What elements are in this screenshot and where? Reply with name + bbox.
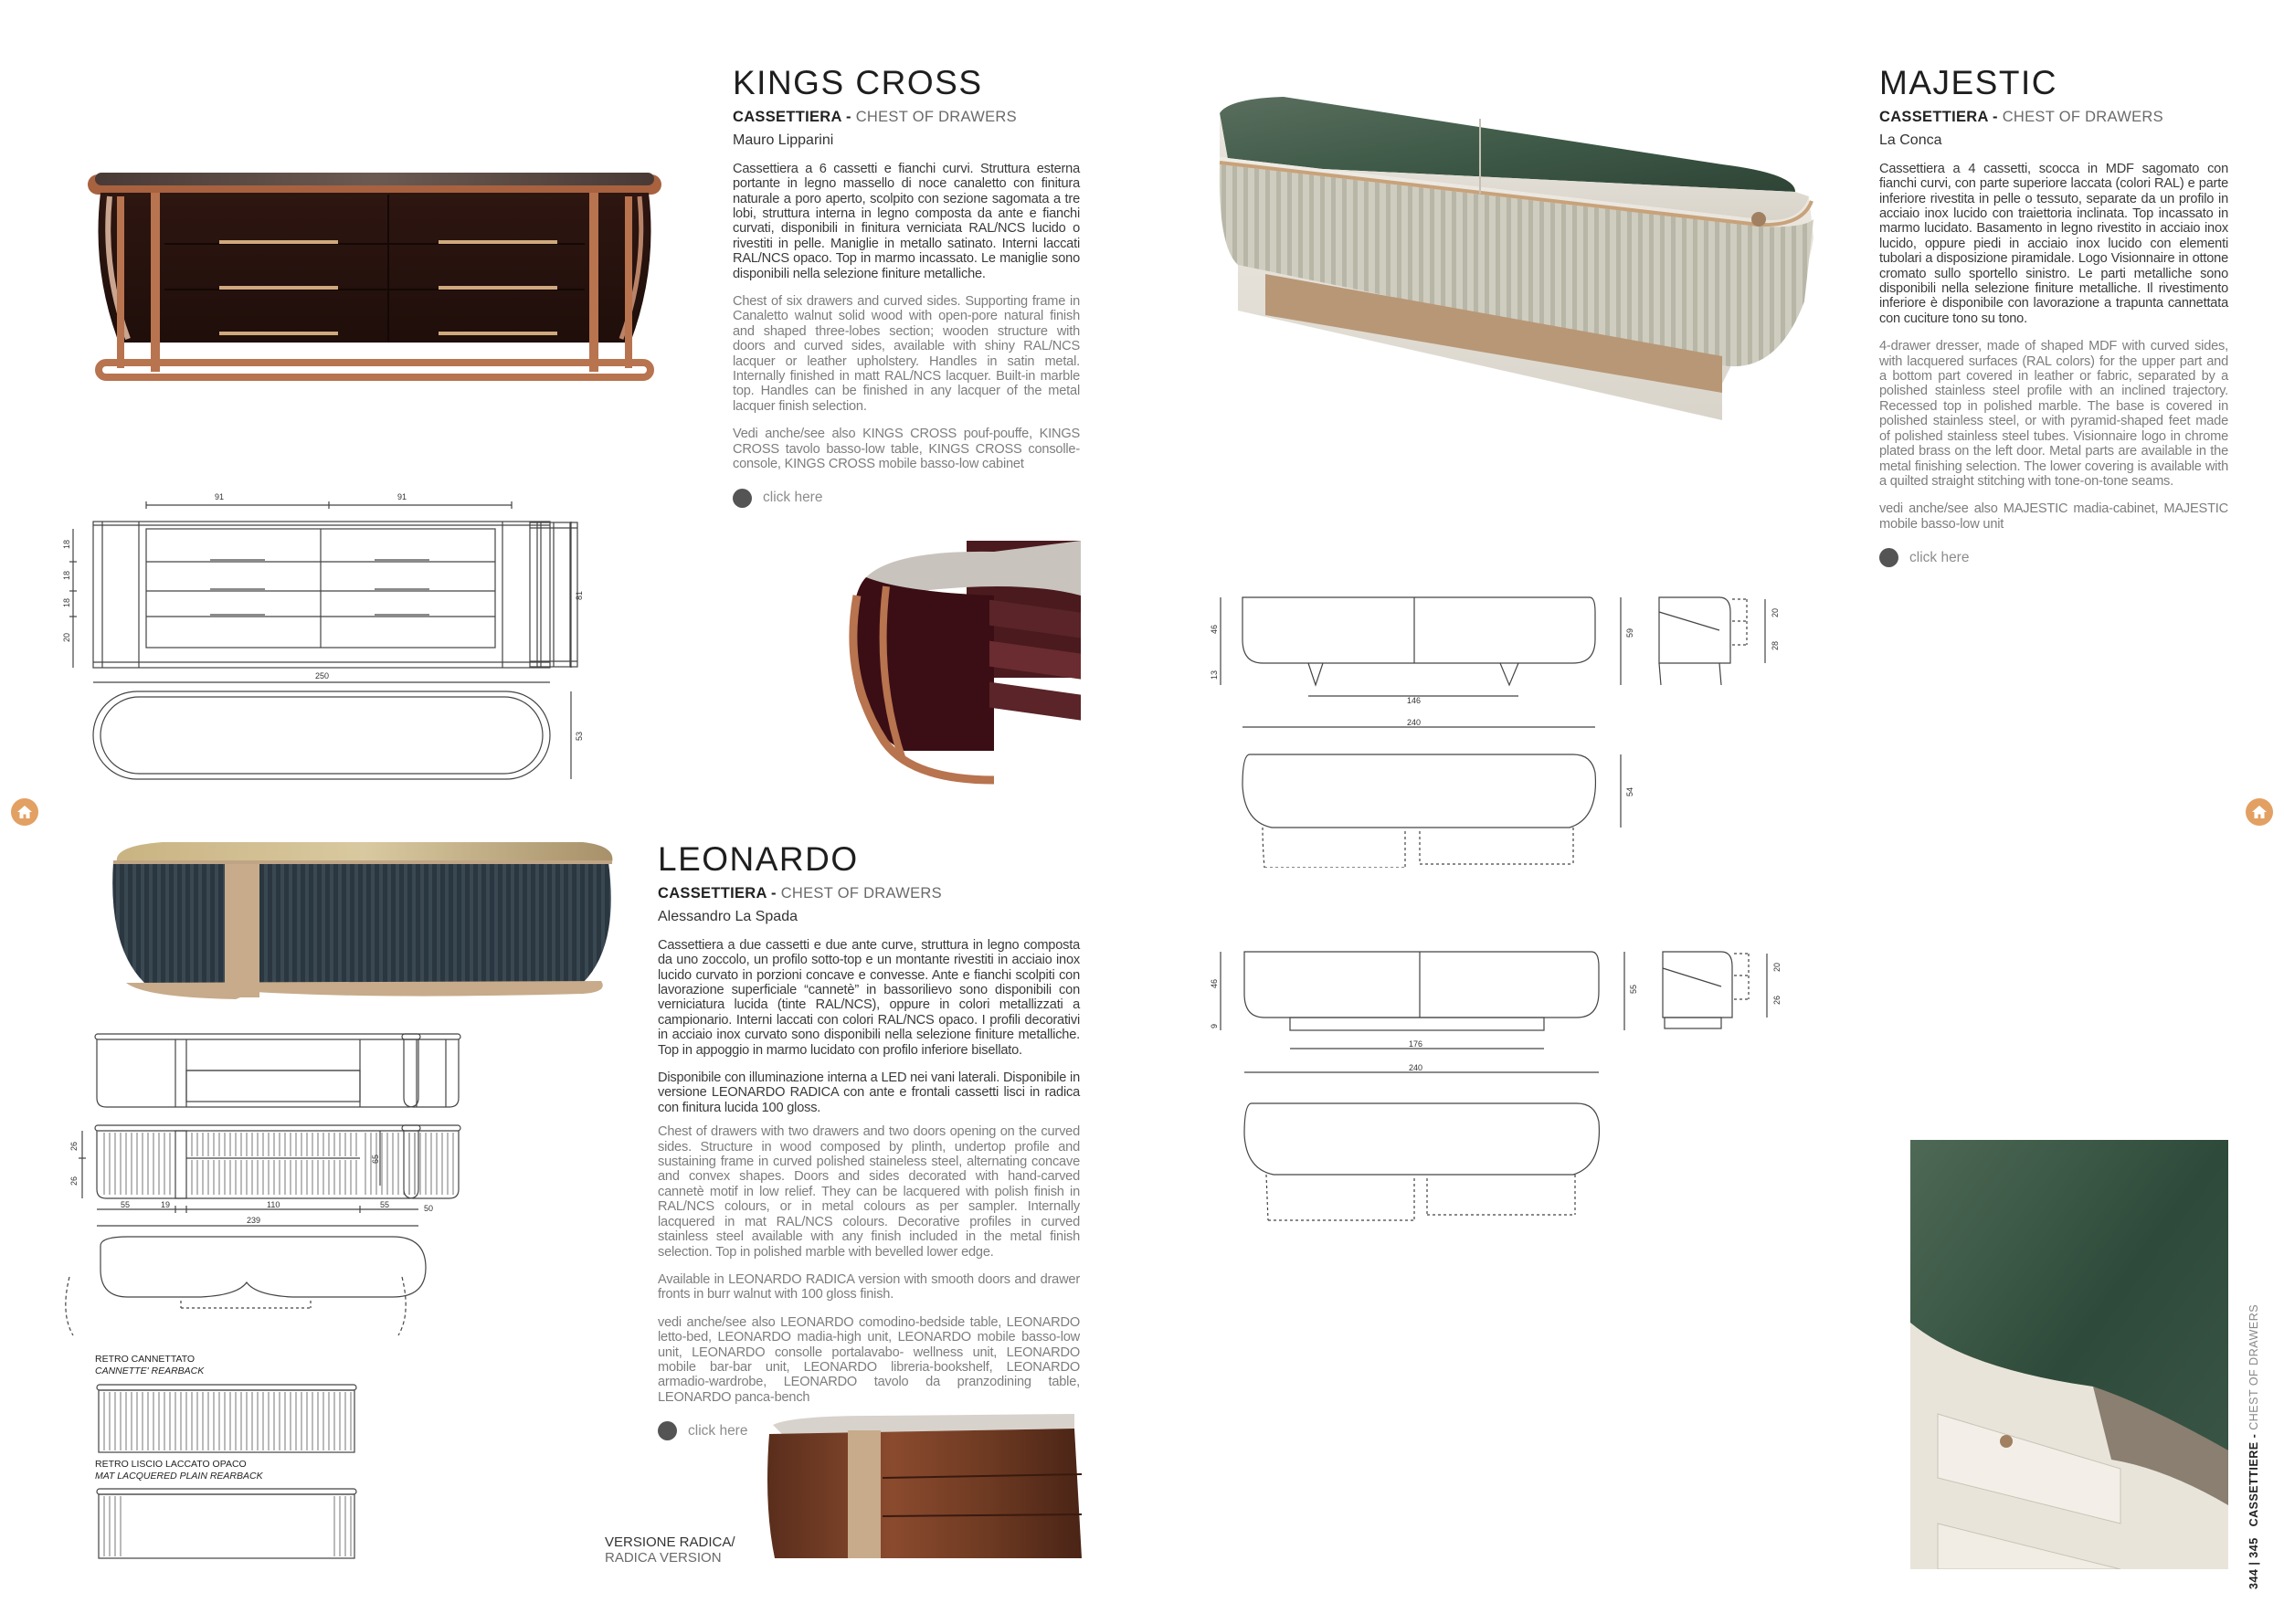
mj2-dim-h: 55	[1629, 984, 1638, 994]
section-sidebar-label: 344 | 345 CASSETTIERE - CHEST OF DRAWERS	[2247, 1303, 2260, 1589]
leo-dim-total: 239	[247, 1216, 261, 1225]
mj2-dim-total: 240	[1409, 1063, 1423, 1072]
leonardo-see-also: vedi anche/see also LEONARDO comodino-bedside table, LEONARDO letto-bed, LEONARDO madia-high unit, LEONARDO mobile basso-low unit, LEONARDO consolle portalavabo- wellness unit, LEONARDO mobile bar-bar unit, LEONARDO libreria-bookshelf, LEONARDO armadio-wardrobe, LEONARDO tavolo da pranzodining table, LEONARDO panca-bench	[658, 1314, 1080, 1405]
leonardo-desc-it: Cassettiera a due cassetti e due ante curve, struttura in legno composta da uno zoccolo, un profilo sotto-top e un montante rivestiti in acciaio inox lucido curvato in porzioni concave e convesse. Ante e fianchi scolpiti con lavorazione superficiale “cannetè” in bassorilievo sono disponibili con verniciatura lucida (tinte RAL/NCS), oppure in colori metallizzati a campionario. Interni laccati con colori RAL/NCS opaco. I profili decorativi in acciaio inox curvato sono disponibili nella selezione finiture metalliche. Top in appoggio in marmo lucidato con profilo inferiore bisellato.	[658, 937, 1080, 1058]
leo-dim-depth: 50	[424, 1204, 434, 1213]
kc-dim-w2: 91	[397, 492, 407, 501]
leonardo-plain-rearback-drawing	[95, 1487, 358, 1562]
mjd-logo-icon	[2000, 1435, 2013, 1448]
majestic-click-link[interactable]: click here	[1879, 548, 2228, 567]
kc-handle	[219, 332, 338, 335]
majestic-title: MAJESTIC	[1879, 64, 2057, 101]
leonardo-rear2-caption: RETRO LISCIO LACCATO OPACO MAT LACQUERED PLAIN REARBACK	[95, 1459, 263, 1482]
majestic-desc-en: 4-drawer dresser, made of shaped MDF with curved sides, with lacquered surfaces (RAL colors) for the upper part and a bottom part covered in leather or fabric, separated by a polished stainless steel profile with an inclined trajectory. Recessed top in polished marble. The base is covered in polished stainless steel, or with pyramid-shaped feet made of polished stainless steel tubes. Visionnaire logo in chrome plated brass on the left door. Metal parts are available in the metal finishing selection. The lower covering is available with a quilted straight stitching with tone-on-tone seams.	[1879, 339, 2228, 489]
mj2-dim-s2: 26	[1772, 995, 1782, 1005]
leonardo-radica-photo	[764, 1414, 1082, 1558]
leo-steel-post	[225, 862, 259, 997]
bullet-icon	[658, 1421, 677, 1440]
kings-cross-technical-drawing	[55, 489, 603, 781]
kc-dim-r1: 18	[62, 539, 71, 549]
home-button-left[interactable]	[11, 798, 38, 826]
kc-body	[99, 193, 651, 343]
kc-handle	[439, 286, 557, 290]
mj1-dim-total: 240	[1407, 718, 1422, 727]
leonardo-click-link[interactable]: click here	[658, 1421, 1080, 1440]
kings-cross-photo	[82, 160, 667, 388]
kings-cross-side-drawing	[528, 521, 581, 669]
kc-marble-top	[95, 173, 654, 185]
leo-dim-c: 110	[267, 1200, 280, 1209]
kc-handle	[439, 240, 557, 244]
kings-cross-click-link[interactable]: click here	[733, 489, 1080, 508]
mj2-dim-h1: 46	[1210, 978, 1219, 988]
leonardo-fluted-rearback-drawing	[95, 1383, 358, 1456]
leonardo-rear1-caption: RETRO CANNETTATO CANNETTE' REARBACK	[95, 1354, 205, 1376]
leo-fluted-body	[112, 862, 611, 983]
mj1-dim-inner: 146	[1407, 696, 1422, 705]
majestic-detail-photo	[1910, 1140, 2228, 1569]
leonardo-desc-en: Chest of drawers with two drawers and two doors opening on the curved sides. Structure in wood composed by plinth, undertop profile and sustaining frame in curved polished staineless steel, alternating concave and convex shapes. Doors and sides decorated with hand-carved cannetè motif in low relief. They can be lacquered with polish finish in RAL/NCS colours, or in metal colours as per sampler. Internally lacquered in mat RAL/NCS colours. Decorative profiles in curved stainless steel available with any finish included in the metal finish selection. Top in polished marble with bevelled lower edge.	[658, 1124, 1080, 1260]
mj2-dim-inner: 176	[1409, 1039, 1423, 1049]
leo-dim-d: 55	[380, 1200, 390, 1209]
kc-dim-r3: 18	[62, 597, 71, 607]
kc-dim-total: 250	[315, 671, 330, 680]
leonardo-desc-it2: Disponibile con illuminazione interna a LED nei vani laterali. Disponibile in versione LEONARDO RADICA con ante e frontali cassetti lisci in radica con finitura lucida 100 gloss.	[658, 1070, 1080, 1115]
majestic-technical-drawing-1	[1208, 594, 1811, 868]
mj-logo-icon	[1751, 212, 1766, 227]
leo-plinth	[126, 981, 603, 999]
kings-cross-text	[733, 66, 1080, 508]
kc-handle	[219, 286, 338, 290]
kc-handle	[219, 240, 338, 244]
bullet-icon	[733, 489, 752, 508]
mj1-dim-s1: 20	[1771, 607, 1780, 617]
kc-dim-h: 81	[575, 590, 584, 600]
kc-dim-w1: 91	[215, 492, 225, 501]
mj2-dim-h2: 9	[1210, 1023, 1219, 1028]
mj1-dim-h: 59	[1625, 627, 1634, 638]
kings-cross-detail-photo	[830, 541, 1081, 787]
leo-dim-b: 19	[161, 1200, 171, 1209]
leo-dim-h2: 26	[69, 1176, 79, 1186]
kings-cross-see-also: Vedi anche/see also KINGS CROSS pouf-pouffe, KINGS CROSS tavolo basso-low table, KINGS CROSS consolle-console, KINGS CROSS mobile basso-low cabinet	[733, 427, 1080, 472]
leo-dim-h: 65	[371, 1154, 380, 1164]
mj1-dim-s2: 28	[1771, 640, 1780, 650]
home-button-right[interactable]	[2246, 798, 2273, 826]
radica-burr-body	[767, 1429, 1082, 1558]
mj1-dim-d: 54	[1625, 786, 1634, 796]
leonardo-text	[658, 842, 1080, 1440]
leonardo-category: CASSETTIERA - CHEST OF DRAWERS	[658, 885, 942, 902]
kings-cross-title: KINGS CROSS	[733, 64, 983, 101]
mj2-dim-s1: 20	[1772, 962, 1782, 972]
leo-dim-h1: 26	[69, 1141, 79, 1151]
kings-cross-desc-en: Chest of six drawers and curved sides. Supporting frame in Canaletto walnut solid wood with open-pore natural finish and shaped three-lobes section; wooden structure with doors and curved sides, available with shiny RAL/NCS lacquer or leather upholstery. Handles in satin metal. Internally finished in matt RAL/NCS lacquer. Built-in marble top. Handles can be finished in any lacquer of the metal lacquer finish selection.	[733, 294, 1080, 414]
page-numbers: 344 | 345	[2247, 1537, 2260, 1589]
majestic-desc-it: Cassettiera a 4 cassetti, scocca in MDF sagomato con fianchi curvi, con parte superiore laccata (colori RAL) e parte inferiore rivestita in pelle o tessuto, separate da un profilo in acciaio inox lucido con traiettoria inclinata. Top incassato in marmo lucidato. Basamento in legno rivestito in acciaio inox lucido, oppure piedi in acciaio inox lucido con elementi tubolari a disposizione piramidale. Logo Visionnaire in ottone cromato sullo sportello sinistro. Le parti metalliche sono disponibili nella selezione finiture metalliche. Il rivestimento inferiore è disponibile con lavorazione a trapunta cannettata con cuciture tono su tono.	[1879, 161, 2228, 326]
leonardo-designer: Alessandro La Spada	[658, 908, 798, 924]
majestic-category: CASSETTIERA - CHEST OF DRAWERS	[1879, 109, 2163, 125]
majestic-see-also: vedi anche/see also MAJESTIC madia-cabinet, MAJESTIC mobile basso-low unit	[1879, 501, 2228, 532]
majestic-designer: La Conca	[1879, 132, 1942, 148]
kc-handle	[439, 332, 557, 335]
leonardo-title: LEONARDO	[658, 840, 859, 878]
mj1-dim-h2: 13	[1210, 670, 1219, 680]
leo-dim-a: 55	[121, 1200, 131, 1209]
leonardo-desc-en2: Available in LEONARDO RADICA version with smooth doors and drawer fronts in burr walnut with 100 gloss finish.	[658, 1271, 1080, 1302]
kc-base-ring	[99, 363, 650, 377]
leonardo-side-drawing	[398, 1032, 471, 1215]
kc-dim-r4: 20	[62, 632, 71, 642]
kings-cross-designer: Mauro Lipparini	[733, 132, 834, 148]
kc-dim-d: 53	[575, 731, 584, 741]
bullet-icon	[1879, 548, 1898, 567]
majestic-text	[1879, 66, 2228, 567]
leo-marble-top	[117, 842, 613, 862]
radica-steel-post	[848, 1430, 881, 1558]
leonardo-photo	[108, 837, 619, 1003]
home-icon	[16, 805, 33, 819]
radica-version-caption: VERSIONE RADICA/ RADICA VERSION	[605, 1534, 735, 1566]
kc-dim-r2: 18	[62, 570, 71, 580]
mj1-dim-h1: 46	[1210, 624, 1219, 634]
kings-cross-category: CASSETTIERA - CHEST OF DRAWERS	[733, 109, 1017, 125]
kings-cross-desc-it: Cassettiera a 6 cassetti e fianchi curvi. Struttura esterna portante in legno massello di noce canaletto con finitura naturale a poro aperto, scolpito con sezione sagomata a tre lobi, struttura interna in legno composta da ante e fianchi curvati, disponibili in finitura verniciata RAL/NCS lucido o rivestiti in pelle. Maniglie in metallo satinato. Interni laccati RAL/NCS opaco. Top in marmo incassato. Le maniglie sono disponibili nella selezione finiture metalliche.	[733, 161, 1080, 281]
majestic-photo	[1211, 91, 1813, 438]
leonardo-height-dim	[371, 1131, 389, 1186]
home-icon	[2251, 805, 2268, 819]
majestic-technical-drawing-2	[1208, 946, 1811, 1229]
